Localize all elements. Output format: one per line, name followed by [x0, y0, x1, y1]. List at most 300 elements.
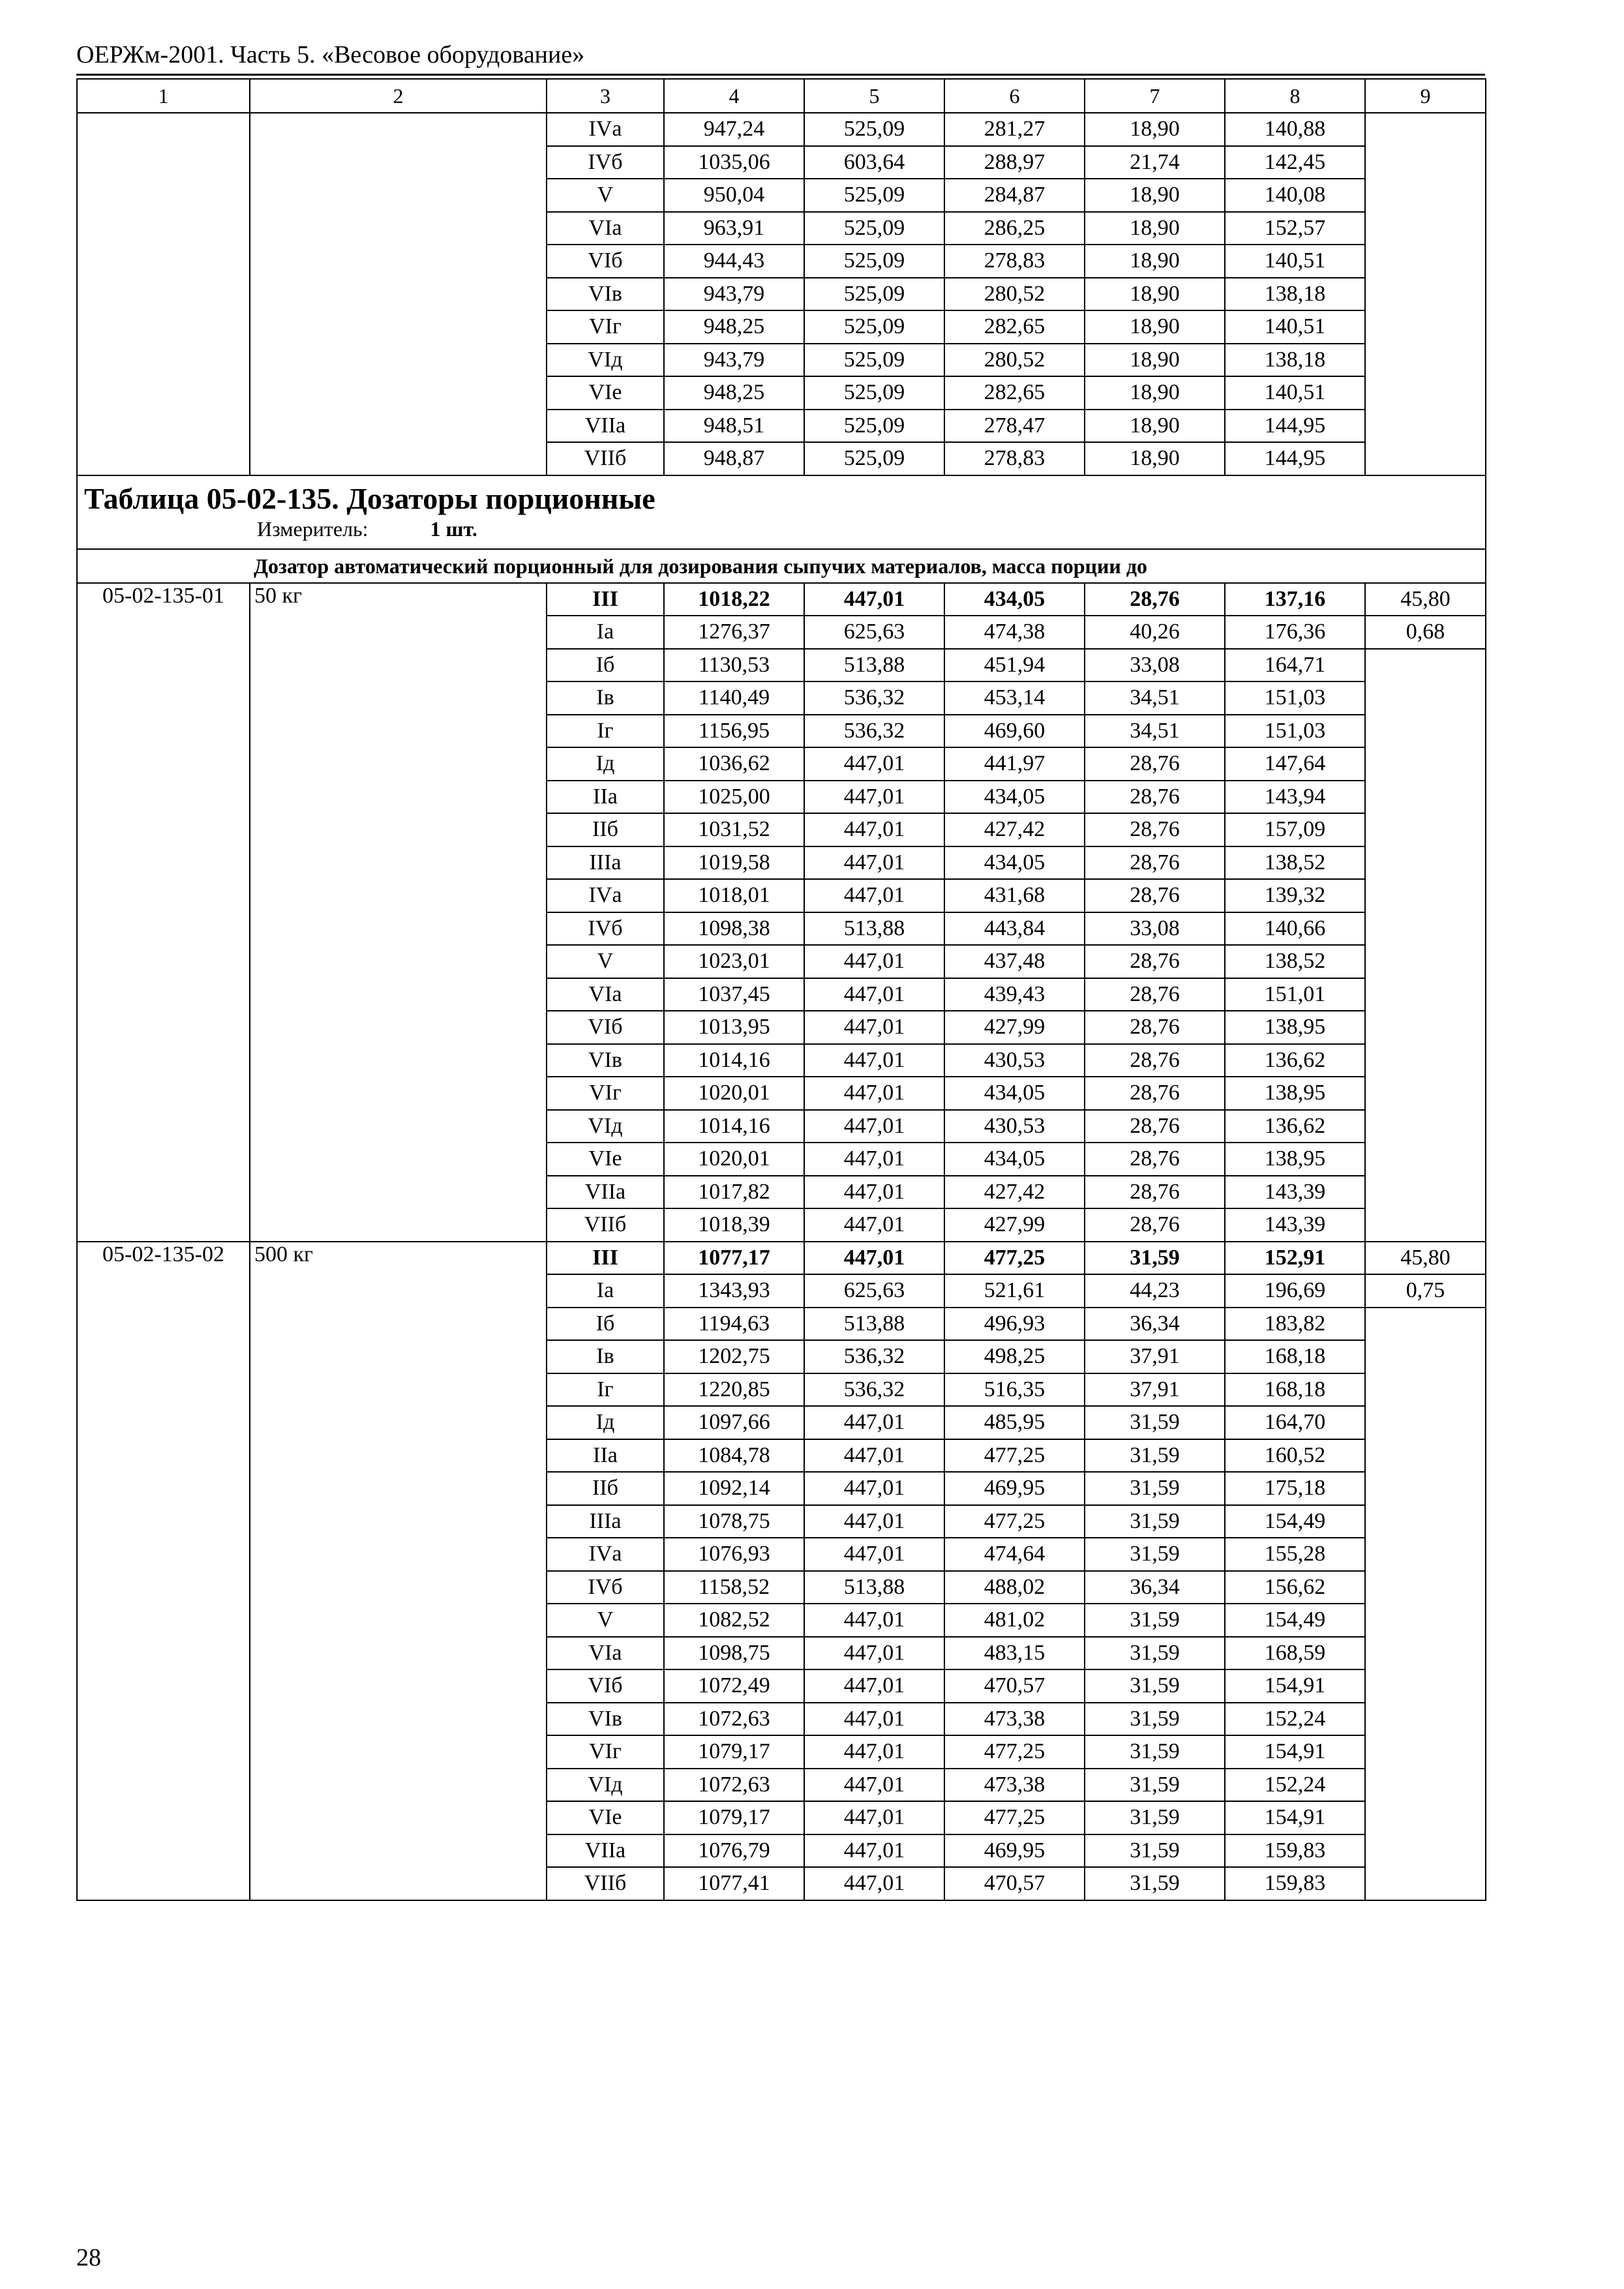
code-cell [77, 113, 250, 146]
value-cell: 280,52 [944, 278, 1085, 311]
value-cell: VIг [547, 1077, 664, 1110]
value-cell: IIIа [547, 1505, 664, 1538]
value-cell: 1202,75 [664, 1340, 804, 1373]
col9-cell [1365, 179, 1486, 212]
value-cell: 1013,95 [664, 1011, 804, 1044]
value-cell: 434,05 [944, 1077, 1085, 1110]
value-cell: 28,76 [1085, 583, 1225, 616]
value-cell: 948,87 [664, 442, 804, 475]
value-cell: 525,09 [804, 410, 944, 443]
value-cell: 447,01 [804, 846, 944, 880]
value-cell: 470,57 [944, 1867, 1085, 1900]
value-cell: III [547, 1242, 664, 1275]
value-cell: 168,18 [1225, 1340, 1365, 1373]
value-cell: 447,01 [804, 1242, 944, 1275]
table-row [77, 278, 1486, 311]
value-cell: 33,08 [1085, 912, 1225, 946]
value-cell: 28,76 [1085, 1143, 1225, 1176]
value-cell: 140,08 [1225, 179, 1365, 212]
value-cell: 516,35 [944, 1373, 1085, 1407]
value-cell: 138,52 [1225, 945, 1365, 978]
col9-cell [1365, 310, 1486, 344]
value-cell: 434,05 [944, 1143, 1085, 1176]
value-cell: IIб [547, 813, 664, 846]
value-cell: 525,09 [804, 442, 944, 475]
value-cell: 151,03 [1225, 681, 1365, 715]
value-cell: 164,71 [1225, 649, 1365, 682]
value-cell: 278,83 [944, 442, 1085, 475]
column-number: 9 [1365, 79, 1486, 113]
value-cell: VIIб [547, 442, 664, 475]
value-cell: 447,01 [804, 1011, 944, 1044]
value-cell: 18,90 [1085, 179, 1225, 212]
section-description: Дозатор автоматический порционный для дозирования сыпучих материалов, масса порции до [77, 549, 1486, 583]
col9-cell [1365, 212, 1486, 245]
item-name: 50 кг [250, 583, 547, 1242]
value-cell: 154,91 [1225, 1801, 1365, 1834]
value-cell: 152,57 [1225, 212, 1365, 245]
col9-cell [1365, 278, 1486, 311]
table-row [77, 583, 1486, 616]
value-cell: 147,64 [1225, 747, 1365, 781]
value-cell: 447,01 [804, 1143, 944, 1176]
value-cell: 28,76 [1085, 978, 1225, 1011]
value-cell: 948,25 [664, 310, 804, 344]
value-cell: 31,59 [1085, 1669, 1225, 1703]
value-cell: 447,01 [804, 747, 944, 781]
value-cell: 31,59 [1085, 1242, 1225, 1275]
value-cell: 278,83 [944, 245, 1085, 278]
value-cell: 28,76 [1085, 945, 1225, 978]
value-cell: 469,60 [944, 715, 1085, 748]
value-cell: 477,25 [944, 1505, 1085, 1538]
value-cell: VIа [547, 1637, 664, 1670]
value-cell: VIIб [547, 1867, 664, 1900]
value-cell: VIе [547, 1801, 664, 1834]
value-cell: 447,01 [804, 978, 944, 1011]
value-cell: 1276,37 [664, 616, 804, 649]
col9-cell [1365, 376, 1486, 410]
value-cell: Iд [547, 747, 664, 781]
unit-cell [77, 516, 1486, 549]
value-cell: 144,95 [1225, 410, 1365, 443]
value-cell: 154,49 [1225, 1505, 1365, 1538]
value-cell: 28,76 [1085, 1176, 1225, 1209]
value-cell: 138,95 [1225, 1077, 1365, 1110]
value-cell: 1098,75 [664, 1637, 804, 1670]
code-cell [77, 245, 250, 278]
code-cell [77, 146, 250, 179]
value-cell: 36,34 [1085, 1308, 1225, 1341]
value-cell: 18,90 [1085, 376, 1225, 410]
value-cell: 1156,95 [664, 715, 804, 748]
value-cell: Iв [547, 1340, 664, 1373]
value-cell: 156,62 [1225, 1571, 1365, 1604]
value-cell: VIIа [547, 1834, 664, 1868]
value-cell: 36,34 [1085, 1571, 1225, 1604]
value-cell: 525,09 [804, 376, 944, 410]
value-cell: 152,24 [1225, 1769, 1365, 1802]
value-cell: IVб [547, 1571, 664, 1604]
value-cell: 447,01 [804, 1769, 944, 1802]
value-cell: 281,27 [944, 113, 1085, 146]
value-cell: 140,51 [1225, 376, 1365, 410]
value-cell: 31,59 [1085, 1538, 1225, 1571]
value-cell: III [547, 583, 664, 616]
col9-cell [1365, 146, 1486, 179]
value-cell: 31,59 [1085, 1472, 1225, 1505]
code-cell [77, 278, 250, 311]
value-cell: VIд [547, 344, 664, 377]
value-cell: 441,97 [944, 747, 1085, 781]
value-cell: 453,14 [944, 681, 1085, 715]
value-cell: 183,82 [1225, 1308, 1365, 1341]
value-cell: 943,79 [664, 278, 804, 311]
value-cell: V [547, 179, 664, 212]
value-cell: 427,42 [944, 1176, 1085, 1209]
value-cell: 18,90 [1085, 212, 1225, 245]
code-cell [77, 344, 250, 377]
value-cell: 434,05 [944, 781, 1085, 814]
value-cell: 1158,52 [664, 1571, 804, 1604]
value-cell: Iа [547, 616, 664, 649]
value-cell: 437,48 [944, 945, 1085, 978]
col9-cell [1365, 113, 1486, 146]
value-cell: 447,01 [804, 1703, 944, 1736]
name-cell [250, 179, 547, 212]
value-cell: 430,53 [944, 1044, 1085, 1077]
value-cell: 525,09 [804, 245, 944, 278]
value-cell: 140,51 [1225, 310, 1365, 344]
table-row [77, 146, 1486, 179]
value-cell: 143,39 [1225, 1208, 1365, 1242]
value-cell: 447,01 [804, 1834, 944, 1868]
value-cell: Iд [547, 1406, 664, 1439]
value-cell: 427,99 [944, 1208, 1085, 1242]
value-cell: 143,39 [1225, 1176, 1365, 1209]
value-cell: 1092,14 [664, 1472, 804, 1505]
value-cell: 447,01 [804, 813, 944, 846]
value-cell: 1343,93 [664, 1274, 804, 1308]
value-cell: 513,88 [804, 912, 944, 946]
table-row [77, 179, 1486, 212]
value-cell: 944,43 [664, 245, 804, 278]
value-cell: VIб [547, 1011, 664, 1044]
value-cell: 143,94 [1225, 781, 1365, 814]
value-cell: VIIа [547, 1176, 664, 1209]
value-cell: 447,01 [804, 1406, 944, 1439]
column-number: 1 [77, 79, 250, 113]
value-cell: VIб [547, 245, 664, 278]
value-cell: 525,09 [804, 278, 944, 311]
value-cell: 427,99 [944, 1011, 1085, 1044]
value-cell: VIв [547, 1044, 664, 1077]
name-cell [250, 410, 547, 443]
value-cell: 447,01 [804, 1637, 944, 1670]
value-cell: VIе [547, 376, 664, 410]
value-cell: 434,05 [944, 846, 1085, 880]
value-cell: 31,59 [1085, 1604, 1225, 1637]
value-cell: 536,32 [804, 715, 944, 748]
code-cell [77, 376, 250, 410]
value-cell: 947,24 [664, 113, 804, 146]
value-cell: 1130,53 [664, 649, 804, 682]
column-number: 8 [1225, 79, 1365, 113]
col9-cell [1365, 410, 1486, 443]
value-cell: Iб [547, 649, 664, 682]
value-cell: 473,38 [944, 1703, 1085, 1736]
value-cell: 1084,78 [664, 1439, 804, 1473]
code-cell [77, 442, 250, 475]
value-cell: IVб [547, 146, 664, 179]
value-cell: 40,26 [1085, 616, 1225, 649]
value-cell: 1023,01 [664, 945, 804, 978]
value-cell: 28,76 [1085, 879, 1225, 912]
table-row [77, 245, 1486, 278]
column-number: 7 [1085, 79, 1225, 113]
table-title-row [77, 475, 1486, 516]
value-cell: 33,08 [1085, 649, 1225, 682]
value-cell: 151,03 [1225, 715, 1365, 748]
value-cell: 175,18 [1225, 1472, 1365, 1505]
value-cell: 447,01 [804, 1735, 944, 1769]
value-cell: 31,59 [1085, 1801, 1225, 1834]
table-row [77, 310, 1486, 344]
value-cell: IIб [547, 1472, 664, 1505]
value-cell: 44,23 [1085, 1274, 1225, 1308]
value-cell: 447,01 [804, 1208, 944, 1242]
value-cell: 470,57 [944, 1669, 1085, 1703]
name-cell [250, 278, 547, 311]
value-cell: 168,59 [1225, 1637, 1365, 1670]
value-cell: 28,76 [1085, 1110, 1225, 1143]
table-row [77, 410, 1486, 443]
value-cell: 469,95 [944, 1472, 1085, 1505]
value-cell: 28,76 [1085, 1011, 1225, 1044]
value-cell: 1017,82 [664, 1176, 804, 1209]
value-cell: Iб [547, 1308, 664, 1341]
col9-cell [1365, 442, 1486, 475]
value-cell: 1020,01 [664, 1143, 804, 1176]
value-cell: 282,65 [944, 310, 1085, 344]
value-cell: 1077,41 [664, 1867, 804, 1900]
value-cell: 137,16 [1225, 583, 1365, 616]
value-cell: 948,51 [664, 410, 804, 443]
value-cell: VIб [547, 1669, 664, 1703]
value-cell: 144,95 [1225, 442, 1365, 475]
unit-row [77, 516, 1486, 549]
value-cell: 521,61 [944, 1274, 1085, 1308]
item-name: 500 кг [250, 1242, 547, 1900]
value-cell: 1194,63 [664, 1308, 804, 1341]
value-cell: 1220,85 [664, 1373, 804, 1407]
value-cell: 447,01 [804, 945, 944, 978]
value-cell: 1020,01 [664, 1077, 804, 1110]
value-cell: 447,01 [804, 1439, 944, 1473]
value-cell: 159,83 [1225, 1834, 1365, 1868]
unit-value: 1 шт. [430, 516, 477, 541]
value-cell: 37,91 [1085, 1373, 1225, 1407]
value-cell: 1140,49 [664, 681, 804, 715]
column-number: 3 [547, 79, 664, 113]
name-cell [250, 344, 547, 377]
value-cell: 28,76 [1085, 747, 1225, 781]
value-cell: 451,94 [944, 649, 1085, 682]
value-cell: 1076,93 [664, 1538, 804, 1571]
value-cell: 447,01 [804, 1538, 944, 1571]
value-cell: IVб [547, 912, 664, 946]
value-cell: 31,59 [1085, 1439, 1225, 1473]
value-cell: 37,91 [1085, 1340, 1225, 1373]
value-cell: 31,59 [1085, 1637, 1225, 1670]
value-cell: 469,95 [944, 1834, 1085, 1868]
value-cell: 525,09 [804, 344, 944, 377]
column-number: 6 [944, 79, 1085, 113]
value-cell: VIа [547, 978, 664, 1011]
rates-table [76, 78, 1486, 1901]
value-cell: 1018,22 [664, 583, 804, 616]
value-cell: 1098,38 [664, 912, 804, 946]
value-cell: 434,05 [944, 583, 1085, 616]
col9-cell [1365, 245, 1486, 278]
value-cell: Iа [547, 1274, 664, 1308]
name-cell [250, 376, 547, 410]
value-cell: 164,70 [1225, 1406, 1365, 1439]
value-cell: Iг [547, 1373, 664, 1407]
value-cell: 31,59 [1085, 1769, 1225, 1802]
value-cell: 18,90 [1085, 113, 1225, 146]
value-cell: 18,90 [1085, 278, 1225, 311]
value-cell: 21,74 [1085, 146, 1225, 179]
item-code: 05-02-135-02 [77, 1242, 250, 1900]
value-cell: 140,51 [1225, 245, 1365, 278]
value-cell: 18,90 [1085, 442, 1225, 475]
value-cell: 1076,79 [664, 1834, 804, 1868]
value-cell: 431,68 [944, 879, 1085, 912]
value-cell: 140,88 [1225, 113, 1365, 146]
value-cell: 138,18 [1225, 344, 1365, 377]
value-cell: 447,01 [804, 1472, 944, 1505]
value-cell: 152,91 [1225, 1242, 1365, 1275]
value-cell: 1097,66 [664, 1406, 804, 1439]
value-cell: 1031,52 [664, 813, 804, 846]
name-cell [250, 310, 547, 344]
value-cell: 31,59 [1085, 1505, 1225, 1538]
value-cell: 1072,49 [664, 1669, 804, 1703]
column-number: 4 [664, 79, 804, 113]
value-cell: 18,90 [1085, 310, 1225, 344]
value-cell: 196,69 [1225, 1274, 1365, 1308]
header-rule [76, 74, 1485, 76]
unit-label: Измеритель: [257, 516, 368, 541]
value-cell: 1014,16 [664, 1110, 804, 1143]
value-cell: 525,09 [804, 179, 944, 212]
value-cell: 513,88 [804, 1308, 944, 1341]
value-cell: 1025,00 [664, 781, 804, 814]
value-cell: Iг [547, 715, 664, 748]
code-cell [77, 212, 250, 245]
value-cell: 138,52 [1225, 846, 1365, 880]
value-cell: 1072,63 [664, 1703, 804, 1736]
value-cell: 447,01 [804, 1505, 944, 1538]
value-cell: 282,65 [944, 376, 1085, 410]
code-cell [77, 410, 250, 443]
value-cell: 31,59 [1085, 1735, 1225, 1769]
value-cell: V [547, 945, 664, 978]
table-title: Таблица 05-02-135. Дозаторы порционные [77, 475, 1486, 516]
value-cell: 498,25 [944, 1340, 1085, 1373]
value-cell: 447,01 [804, 1077, 944, 1110]
value-cell: VIв [547, 278, 664, 311]
value-cell: VIг [547, 310, 664, 344]
value-cell: 447,01 [804, 1044, 944, 1077]
value-cell: 625,63 [804, 1274, 944, 1308]
value-cell: 278,47 [944, 410, 1085, 443]
value-cell: 513,88 [804, 649, 944, 682]
value-cell: 138,95 [1225, 1143, 1365, 1176]
value-cell: Iв [547, 681, 664, 715]
value-cell: 31,59 [1085, 1406, 1225, 1439]
value-cell: 28,76 [1085, 781, 1225, 814]
value-cell: 481,02 [944, 1604, 1085, 1637]
value-cell: 31,59 [1085, 1703, 1225, 1736]
value-cell: 28,76 [1085, 846, 1225, 880]
value-cell: 477,25 [944, 1735, 1085, 1769]
value-cell: 447,01 [804, 1867, 944, 1900]
table-row [77, 376, 1486, 410]
value-cell: 288,97 [944, 146, 1085, 179]
value-cell: 31,59 [1085, 1867, 1225, 1900]
value-cell: 160,52 [1225, 1439, 1365, 1473]
value-cell: 1082,52 [664, 1604, 804, 1637]
value-cell: 151,01 [1225, 978, 1365, 1011]
value-cell: 31,59 [1085, 1834, 1225, 1868]
value-cell: 447,01 [804, 1801, 944, 1834]
code-cell [77, 179, 250, 212]
value-cell: 427,42 [944, 813, 1085, 846]
value-cell: 963,91 [664, 212, 804, 245]
value-cell: 280,52 [944, 344, 1085, 377]
value-cell: VIа [547, 212, 664, 245]
value-cell: 1072,63 [664, 1769, 804, 1802]
page-header: ОЕРЖм-2001. Часть 5. «Весовое оборудование» [76, 41, 585, 68]
value-cell: 536,32 [804, 1373, 944, 1407]
value-cell: 1079,17 [664, 1735, 804, 1769]
value-cell: 136,62 [1225, 1110, 1365, 1143]
value-cell: 18,90 [1085, 245, 1225, 278]
value-cell: 483,15 [944, 1637, 1085, 1670]
value-cell: 950,04 [664, 179, 804, 212]
value-cell: 142,45 [1225, 146, 1365, 179]
value-cell: VIд [547, 1110, 664, 1143]
col9-cell [1365, 344, 1486, 377]
value-cell: 943,79 [664, 344, 804, 377]
value-cell: 139,32 [1225, 879, 1365, 912]
column-number-row [77, 79, 1486, 113]
value-cell: 154,91 [1225, 1669, 1365, 1703]
value-cell: 140,66 [1225, 912, 1365, 946]
value-cell: 430,53 [944, 1110, 1085, 1143]
value-cell: 536,32 [804, 1340, 944, 1373]
value-cell: 34,51 [1085, 715, 1225, 748]
value-cell: 18,90 [1085, 344, 1225, 377]
value-cell: 155,28 [1225, 1538, 1365, 1571]
value-cell: IVа [547, 113, 664, 146]
col9-cell [1365, 649, 1486, 1242]
value-cell: 536,32 [804, 681, 944, 715]
table-row [77, 442, 1486, 475]
value-cell: 1018,01 [664, 879, 804, 912]
